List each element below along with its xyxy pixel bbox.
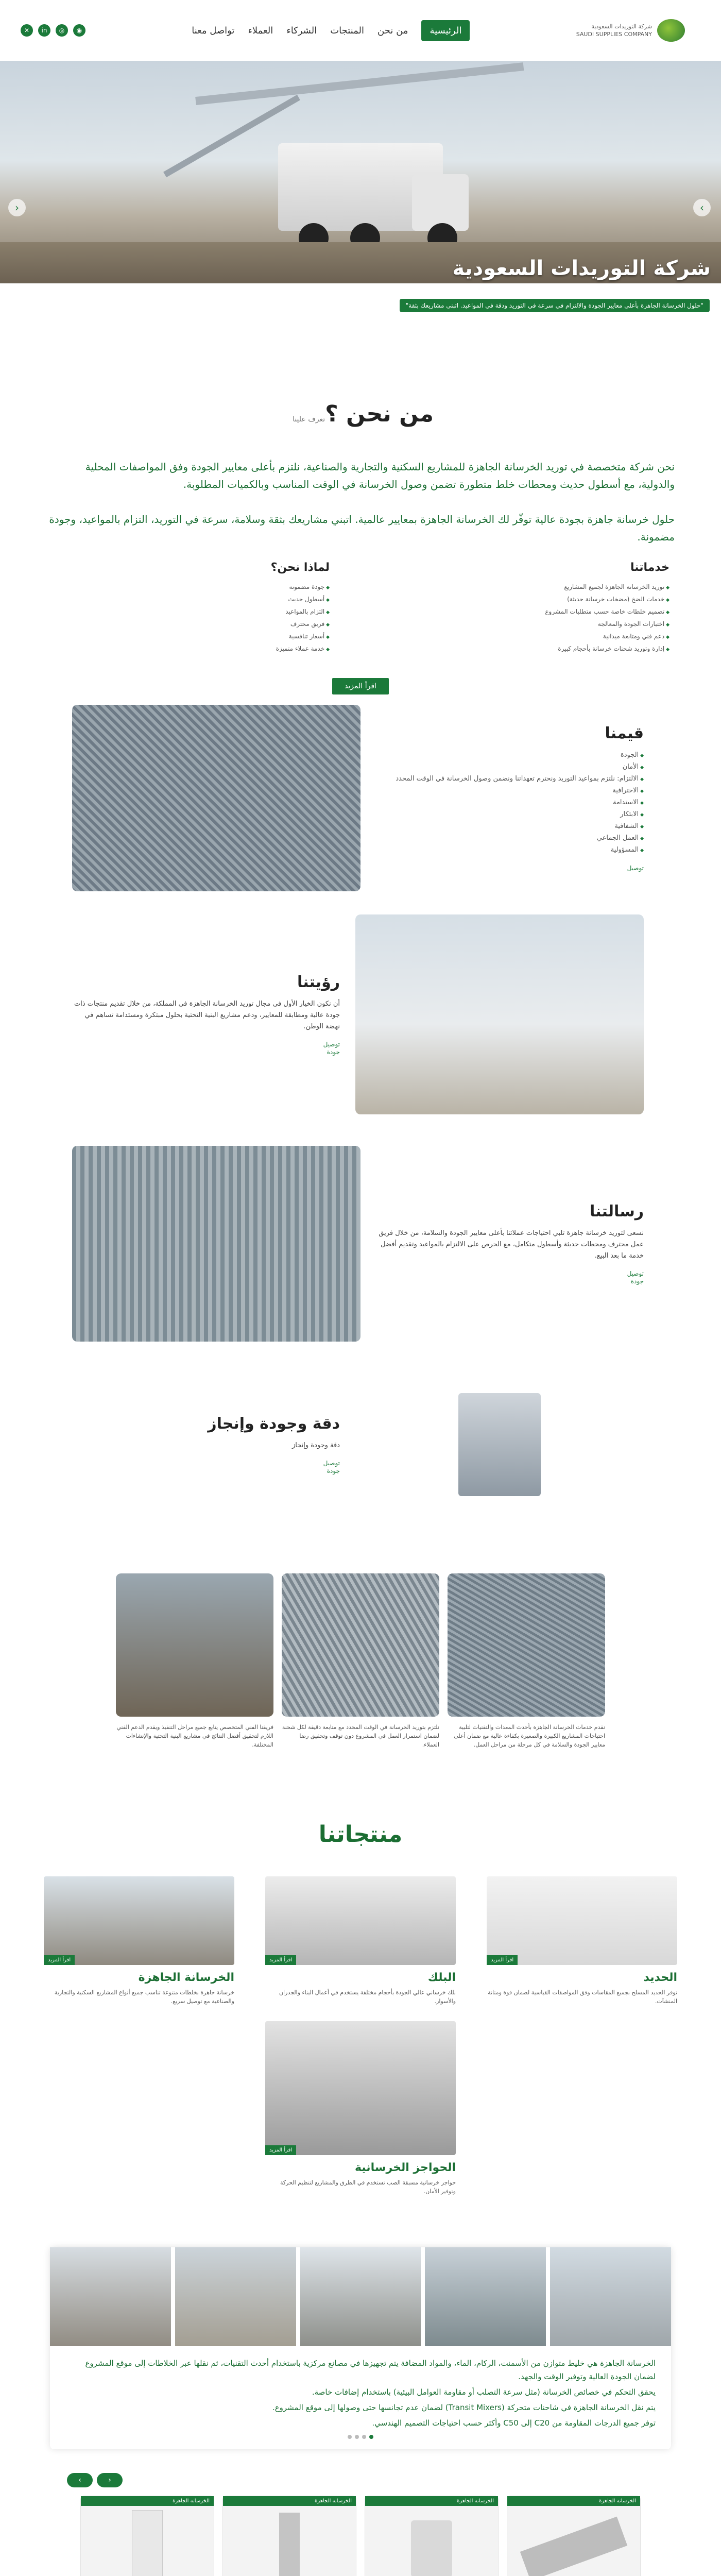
values-text [376,724,644,872]
service-item: ◆ توريد الخرسانة الجاهزة لجميع المشاريع [391,581,670,594]
product-tag[interactable]: اقرأ المزيد [265,2145,296,2155]
value-item: ◆ الابتكار [376,809,644,821]
quality-more-link-2[interactable]: جودة [327,1467,340,1475]
small-product-photo [365,2506,498,2576]
service-item: ◆ خدمات الضخ (مضخات خرسانة حديثة) [391,594,670,606]
product-photo [44,1876,234,1965]
values-photo [72,705,360,891]
why-item: ◆ التزام بالمواعيد [52,606,330,618]
slider-bullet: يتم نقل الخرسانة الجاهزة في شاحنات متحركة (Transit Mixers) لضمان عدم تجانسها حتى وصولها إلى موقع المشروع. [272,2403,656,2412]
value-item: ◆ المسؤولية [376,844,644,856]
truck-cab-shape [412,174,469,231]
about-tagline: تعرف علينا [293,415,325,423]
gallery-caption: نقدم خدمات الخرسانة الجاهزة بأحدث المعدات والتقنيات لتلبية احتياجات المشاريع الكبيرة والصغيرة بكفاءة عالية مع ضمان أعلى معايير الجودة والسلامة في كل مرحلة من مراحل العمل. [454,1724,605,1748]
product-photo [265,2021,456,2155]
slide-photo [300,2247,421,2346]
values-row [0,713,721,883]
vision-paragraph: أن نكون الخيار الأول في مجال توريد الخرسانة الجاهزة في المملكة، من خلال تقديم منتجات ذات جودة عالية ومطابقة للمعايير، ودعم مشاريع البنية التحتية بحلول مبتكرة ومستدامة تساهم في نهضة الوطن. [74,1000,340,1030]
main-menu [192,20,470,41]
brand-logo[interactable] [576,19,685,42]
vision-title: رؤيتنا [297,973,340,991]
service-item: ◆ دعم فني ومتابعة ميدانية [391,631,670,643]
slider-dot[interactable] [362,2435,366,2439]
products-grid-2 [0,2021,721,2196]
product-name: الحديد [643,1971,677,1984]
service-item: ◆ اختبارات الجودة والمعالجة [391,618,670,631]
menu-item-products[interactable]: المنتجات [330,25,365,36]
product-name: الخرسانة الجاهزة [138,1971,234,1984]
product-card[interactable] [44,1876,234,2006]
small-products-grid [0,2496,721,2576]
gallery-item [116,1573,273,1749]
value-item: ◆ الجودة [376,750,644,761]
product-desc: نوفر الحديد المسلح بجميع المقاسات وفق المواصفات القياسية لضمان قوة ومتانة المنشآت. [488,1989,677,2005]
carousel-next-icon[interactable]: › [67,2473,93,2487]
slider-prev-arrow-icon[interactable]: ‹ [8,199,26,216]
small-product-photo [81,2506,214,2576]
quality-row [0,1362,721,1527]
slide-photo [550,2247,671,2346]
product-card[interactable] [265,1876,456,2006]
mission-text [376,1202,644,1285]
vision-row [0,914,721,1115]
gallery-caption: فريقنا الفني المتخصص يتابع جميع مراحل التنفيذ ويقدم الدعم الفني اللازم لتحقيق أفضل النتائج في مشاريع البنية التحتية والإنشاءات المختلفة. [116,1724,273,1748]
product-tag[interactable]: اقرأ المزيد [44,1955,75,1965]
products-title: منتجاتنا [318,1821,403,1848]
value-item: ◆ الأمان [376,761,644,773]
why-item: ◆ خدمة عملاء متميزة [52,643,330,655]
menu-item-about[interactable]: من نحن [377,25,408,36]
service-item: ◆ إدارة وتوريد شحنات خرسانة بأحجام كبيرة [391,643,670,655]
mission-title: رسالتنا [589,1202,644,1221]
why-item: ◆ أسعار تنافسية [52,631,330,643]
services-column [391,561,670,655]
slide-photo [425,2247,546,2346]
pump-boom-shape [195,62,524,105]
instagram-icon[interactable]: ◎ [56,24,68,37]
why-item: ◆ فريق محترف [52,618,330,631]
read-more-button[interactable]: اقرأ المزيد [332,678,389,694]
small-product-card[interactable] [365,2496,499,2576]
gallery-item [448,1573,605,1749]
product-photo [487,1876,677,1965]
slide-photo [175,2247,296,2346]
quality-text [72,1415,340,1475]
small-product-tag: الخرسانة الجاهزة [365,2496,498,2506]
linkedin-icon[interactable]: in [38,24,50,37]
about-paragraph-2: حلول خرسانة جاهزة بجودة عالية توفّر لك الخرسانة الجاهزة بمعايير عالمية. اتبني مشاريعك بثقة وسلامة، سرعة في التوريد، التزام بالمواعيد، وجودة مضمونة. [49,513,675,543]
product-photo [265,1876,456,1965]
product-tag[interactable]: اقرأ المزيد [487,1955,518,1965]
logo-text: شركة التوريدات السعودية [591,23,652,30]
gallery-caption: نلتزم بتوريد الخرسانة في الوقت المحدد مع متابعة دقيقة لكل شحنة لضمان استمرار العمل في المشروع دون توقف وتحقيق رضا العملاء. [282,1724,439,1748]
small-product-card[interactable] [80,2496,214,2576]
values-more-link[interactable]: توصيل [627,864,644,872]
carousel-prev-icon[interactable]: ‹ [97,2473,123,2487]
services-title: خدماتنا [630,561,670,574]
why-column [52,561,330,655]
products-section [0,1821,721,2196]
slide-photo [50,2247,171,2346]
why-title: لماذا نحن؟ [270,561,330,574]
quality-photo [355,1372,644,1517]
small-product-photo [507,2506,640,2576]
carousel-controls [67,2473,123,2487]
vision-more-link-2[interactable]: جودة [327,1048,340,1056]
product-card[interactable] [487,1876,677,2006]
menu-item-partners[interactable]: الشركاء [286,25,317,36]
x-icon[interactable]: ✕ [21,24,33,37]
slider-dot[interactable] [348,2435,352,2439]
mission-paragraph: نسعى لتوريد خرسانة جاهزة تلبي احتياجات عملائنا بأعلى معايير الجودة والسلامة، من خلال فريق عمل محترف ومحطات حديثة وأسطول متكامل، مع الحرص على الالتزام بالمواعيد وتقديم أفضل خدمة ما بعد البيع. [379,1229,644,1260]
product-name: البلك [427,1971,456,1984]
menu-item-clients[interactable]: العملاء [248,25,273,36]
product-desc: بلك خرساني عالي الجودة بأحجام مختلفة يستخدم في أعمال البناء والجدران والأسوار. [279,1989,456,2005]
mission-more-link[interactable]: توصيل [627,1270,644,1277]
value-item: ◆ الاستدامة [376,797,644,809]
hero-section [0,61,721,344]
gallery-item [282,1573,439,1749]
small-product-photo [223,2506,356,2576]
menu-item-contact[interactable]: تواصل معنا [192,25,235,36]
about-paragraph: نحن شركة متخصصة في توريد الخرسانة الجاهزة للمشاريع السكنية والتجارية والصناعية، نلتزم بأعلى معايير الجودة وفق المواصفات المحلية والدولية، مع أسطول حديث ومحطات خلط متطورة تضمن وصول الخرسانة في الوقت المناسب وبالكميات المطلوبة. [85,461,675,490]
gallery-photo [448,1573,605,1717]
slider-dots [50,2435,671,2439]
small-product-card[interactable] [507,2496,641,2576]
small-product-tag: الخرسانة الجاهزة [81,2496,214,2506]
gallery-photo [282,1573,439,1717]
mission-more-link-2[interactable]: جودة [630,1278,644,1285]
vision-more-link[interactable]: توصيل [323,1041,340,1048]
small-product-card[interactable] [222,2496,356,2576]
service-item: ◆ تصميم خلطات خاصة حسب متطلبات المشروع [391,606,670,618]
product-desc: حواجز خرسانية مسبقة الصب تستخدم في الطرق والمشاريع لتنظيم الحركة وتوفير الأمان. [280,2179,456,2195]
logo-subtext: SAUDI SUPPLIES COMPANY [576,31,652,38]
menu-item-home[interactable]: الرئيسية [421,20,470,41]
why-item: ◆ جودة مضمونة [52,581,330,594]
slider-bullet: توفر جميع الدرجات المقاومة من C20 إلى C50 وأكثر حسب احتياجات التصميم الهندسي. [372,2418,656,2428]
slider-dot[interactable] [355,2435,359,2439]
mission-row [0,1146,721,1342]
hero-title: شركة التوريدات السعودية [452,257,711,280]
slider-next-arrow-icon[interactable]: › [693,199,711,216]
whatsapp-icon[interactable]: ◉ [73,24,85,37]
gallery-photo [116,1573,273,1717]
small-product-tag: الخرسانة الجاهزة [223,2496,356,2506]
products-grid [0,1876,721,2006]
product-tag[interactable]: اقرأ المزيد [265,1955,296,1965]
quality-more-link[interactable]: توصيل [323,1460,340,1467]
slider-dot[interactable] [369,2435,373,2439]
vision-text [72,973,340,1056]
social-links [21,24,85,37]
slider-paragraph: الخرسانة الجاهزة هي خليط متوازن من الأسمنت، الركام، الماء، والمواد المضافة يتم تجهيزها في مصانع مركزية باستخدام أحدث التقنيات، ثم نقلها عبر الخلاطات إلى موقع المشروع لضمان الجودة العالية وتوفير الوقت والجهد. [85,2359,656,2381]
value-item: ◆ العمل الجماعي [376,833,644,844]
top-navbar [0,0,721,61]
gallery [0,1573,721,1749]
hero-slider [0,61,721,309]
vision-photo [355,914,644,1114]
info-slider [50,2247,671,2449]
logo-mark-icon [657,19,685,42]
about-section [0,344,721,694]
value-item: ◆ الاحترافية [376,785,644,797]
product-name: الحواجز الخرسانية [354,2161,456,2174]
value-item: ◆ الالتزام: نلتزم بمواعيد التوريد ونحترم تعهداتنا ونضمن وصول الخرسانة في الوقت المحدد [376,773,644,785]
about-title: من نحن ؟تعرف علينا [293,401,434,427]
product-desc: خرسانة جاهزة بخلطات متنوعة تناسب جميع أنواع المشاريع السكنية والتجارية والصناعية مع توصيل سريع. [54,1989,234,2005]
why-item: ◆ أسطول حديث [52,594,330,606]
product-card[interactable] [265,2021,456,2196]
quality-title: دقة وجودة وإنجاز [208,1415,340,1433]
hero-subtitle: "حلول الخرسانة الجاهزة بأعلى معايير الجودة والالتزام في سرعة في التوريد ودقة في المواعيد. اتبنى مشاريعك بثقة" [400,299,710,312]
value-item: ◆ الشفافية [376,821,644,833]
mission-photo [72,1146,360,1342]
values-title: قيمنا [605,724,644,742]
small-product-tag: الخرسانة الجاهزة [507,2496,640,2506]
slider-strip [50,2247,671,2346]
slider-bullet: يحقق التحكم في خصائص الخرسانة (مثل سرعة التصلب أو مقاومة العوامل البيئية) باستخدام إضافات خاصة. [312,2387,656,2397]
quality-sub: دقة وجودة وإنجاز [291,1442,340,1449]
small-products-section [0,2476,721,2576]
batch-plant-shape [458,1393,541,1496]
